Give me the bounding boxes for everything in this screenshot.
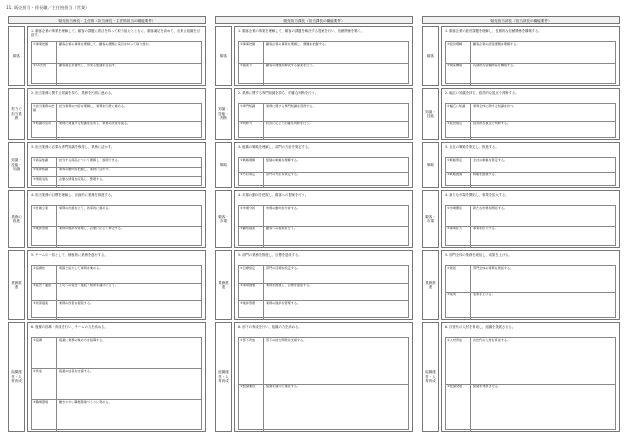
sub-table [238,265,409,318]
sub-table-row [446,104,615,122]
sub-item-text: 顧客企業の事業を理解して、顧客の課題に着目を持って取り組む。 [59,42,152,46]
sub-table-row [239,385,408,432]
sub-item-text: 組織を適切に運営する。 [266,384,301,389]
column-2 [215,16,414,436]
sub-table-row [446,293,615,320]
sub-item-text: 業界の動向を把握し、業務に活かす。 [59,167,112,172]
sub-item-text: 顧客への提案を行う。 [266,226,297,231]
sub-item-key: ①市場開拓 [446,206,471,226]
sub-item-key: ②経営視点 [446,122,471,140]
sub-item-text: 長期的な信頼関係を構築する。 [473,63,517,68]
sub-item-text: 顧客企業の事業を理解し、課題を把握する。 [266,42,328,46]
sub-item-key: ①事業把握 [239,42,264,63]
criteria-block [441,322,620,432]
sub-table-row [446,158,615,173]
sub-table [445,41,616,84]
sub-item-text: 担当する商品について理解し、説明できる。 [59,158,121,162]
sub-table-row [239,158,408,173]
sub-item-key: ②組織運営 [239,385,264,432]
criteria-item: 4. 市場の動向を把握し、顧客への提案を行う。 [238,193,309,197]
criteria-block [441,26,620,86]
sub-item-text: 経営的な視点で判断する。 [473,121,511,126]
sub-table [31,337,202,430]
sub-item-text: 業務の進捗を管理し、必要に応じて修正する。 [59,226,124,231]
sub-item-key: ①人材育成 [446,338,471,384]
criteria-block [234,322,413,432]
sub-table-row [446,42,615,64]
criteria-item: 1. 顧客企業の事業を理解して、顧客の課題を解決する提案を行い、信頼関係を築く。 [238,29,365,33]
sub-item-text: 成果を上げる。 [473,292,495,297]
sub-item-text: 必要な情報を収集し、整理する。 [59,177,106,182]
sub-item-key: ①担当業務の把握 [32,104,57,121]
sub-table [238,41,409,84]
sub-table [238,157,409,186]
sub-table-row [32,400,201,431]
sub-table-row [32,284,201,302]
sub-item-text: 部門全体の業務を統括する。 [473,266,514,270]
sub-item-text: 働きやすい職場環境づくりに努める。 [59,400,112,404]
sub-table [445,103,616,138]
sub-table-row [239,338,408,385]
sub-table-row [239,173,408,188]
sub-item-key: ②判断力 [239,122,264,140]
sub-item-key: ③情報収集 [32,177,57,187]
sub-table-row [32,338,201,369]
sub-table-row [446,173,615,188]
sub-item-text: 業務を推進し、目標を達成する。 [266,283,313,288]
sub-item-text: 全社の戦略を策定する。 [473,158,508,162]
column-1 [8,16,207,436]
sub-table-row [239,266,408,284]
sub-table-row [446,338,615,385]
sub-item-text: 業務に関する専門知識を習得する。 [266,104,316,108]
sub-item-key: ②方針策定 [239,173,264,188]
sub-table-row [446,64,615,86]
sub-item-text: 部下の能力開発を支援する。 [266,338,307,342]
criteria-block [27,26,206,86]
criteria-item: 6. 次世代の人材を育成し、組織を発展させる。 [445,325,516,329]
criteria-item: 1. 顧客企業の事業を理解して、顧客の課題に着目を持って取り組むとともに、顧客満足を高めて、出来る組織を目指す。 [31,29,200,38]
sub-table-row [32,158,201,168]
criteria-item: 3. 組織の戦略を理解し、部門の方針を策定する。 [238,145,312,149]
category-label: 組織運営・人材育成 [422,322,439,432]
column-header: 販売担当部長（担当部長の職能要件） [422,16,620,24]
sub-item-key: ②組織発展 [446,385,471,432]
category-label: 業務推進 [422,250,439,320]
sub-table-row [446,385,615,432]
criteria-block [441,190,620,248]
sub-item-text: 業務の改善を提案する。 [59,301,94,306]
sub-item-text: 上司への報告・連絡・相談を適切に行う。 [59,283,118,288]
sub-table [238,103,409,138]
criteria-item: 3. 全社の戦略を策定し、推進する。 [445,145,499,149]
sub-item-text: 後輩の成長を支援する。 [59,369,94,373]
sub-table-row [32,206,201,227]
sub-item-text: 新たな市場を開拓する。 [473,206,508,210]
category-label: 顧客・市場 [215,190,232,248]
sub-table [445,337,616,430]
category-label: 顧客 [422,26,439,86]
sub-table-row [446,122,615,140]
sub-table [31,205,202,246]
criteria-block [27,190,206,248]
category-label: 知識・技能 [422,88,439,140]
criteria-item: 4. 新たな市場を開拓し、事業を拡大する。 [445,193,509,197]
criteria-block [234,26,413,86]
sub-item-key: ②報告・連絡 [32,284,57,301]
sub-table-row [32,227,201,248]
criteria-block [234,250,413,320]
sub-table-row [446,206,615,227]
sub-table-row [32,177,201,187]
sub-table-row [239,206,408,227]
sub-item-key: ②業務推進 [239,284,264,301]
criteria-item: 4. 担当業務の目標を理解し、計画的に業務を推進する。 [31,193,115,197]
sub-table-row [239,284,408,302]
sub-item-key: ①統括 [446,266,471,292]
category-label: 知識・技能・知識 [8,142,25,188]
sub-item-key: ②進捗管理 [32,227,57,248]
sub-item-key: ①指導 [32,338,57,368]
sub-table [31,157,202,186]
sub-item-key: ①部下育成 [239,338,264,384]
sub-table [445,265,616,318]
column-header: 販売担当課長（担当課長の職能要件） [215,16,413,24]
sub-table-row [32,266,201,284]
sub-item-text: 戦略を推進する。 [473,172,498,177]
sub-item-text: 事業を拡大する。 [473,226,498,231]
category-label: 組織運営・人材育成 [8,322,25,432]
sub-item-key: ①協調性 [32,266,57,283]
sub-item-key: ②知識の活用 [32,122,57,140]
criteria-item: 2. 業務に関する専門知識を持ち、的確な判断を行う。 [238,91,319,95]
sub-item-key: ①戦略理解 [239,158,264,172]
category-label: 顧客 [8,26,25,86]
criteria-block [234,142,413,188]
sub-item-key: ③職場環境 [32,400,57,431]
sub-item-text: 次世代の人材を育成する。 [473,338,511,342]
sub-item-key: ②提案力 [239,64,264,86]
sub-item-text: 組織の戦略を理解する。 [266,158,301,162]
sub-item-text: 組織を発展させる。 [473,384,501,389]
category-label: 業務推進 [215,250,232,320]
criteria-block [27,88,206,140]
sub-table-row [446,227,615,248]
category-label: 努力で担当業務 [8,88,25,140]
sub-item-text: 状況に応じて的確な判断を行う。 [266,121,313,126]
criteria-item: 5. 部門全体の業務を統括し、成果を上げる。 [445,253,512,257]
criteria-block [27,142,206,188]
column-3 [422,16,621,436]
criteria-block [441,88,620,140]
sub-table [238,205,409,246]
sub-item-text: 市場の動向を分析する。 [266,206,301,210]
sub-item-key: ①経営理解 [446,42,471,63]
sub-table-row [32,369,201,400]
sub-item-key: ①市場分析 [239,206,264,226]
sub-table-row [32,168,201,178]
criteria-item: 5. 部門の業務を推進し、目標を達成する。 [238,253,302,257]
sub-table [31,103,202,138]
sub-table-row [32,64,201,86]
category-label: 戦略 [422,142,439,188]
category-label: 組織運営・人材育成 [215,322,232,432]
category-label: 顧客 [215,26,232,86]
sub-item-text: 部門の方針を策定する。 [266,172,301,177]
sub-table-row [239,122,408,140]
sub-item-key: ①計画立案 [32,206,57,226]
category-label: 知識・技能・判断 [215,88,232,140]
criteria-item: 2. 担当業務に関する知識を持ち、業務を円滑に進める。 [31,91,115,95]
sub-item-text: 担当業務の内容を理解し、業務を円滑に進める。 [59,104,128,108]
sub-table-row [239,104,408,122]
sub-table [445,205,616,246]
sub-item-key: ②育成 [32,369,57,399]
sub-table-row [239,64,408,86]
criteria-block [27,250,206,320]
sub-item-key: ②事業拡大 [446,227,471,248]
sub-table-row [239,301,408,319]
category-label: 業務推進 [8,250,25,320]
sub-table [445,157,616,186]
sub-item-key: ②業界知識 [32,168,57,177]
sub-item-key: ①事業把握 [32,42,57,63]
criteria-block [234,190,413,248]
criteria-item: 1. 顧客企業の経営課題を理解し、長期的な信頼関係を構築する。 [445,29,542,33]
sub-table-row [446,266,615,293]
sub-item-key: ①戦略策定 [446,158,471,172]
sub-table-row [32,301,201,319]
sub-item-text: 後輩に業務の進め方を指導する。 [59,338,106,342]
category-label: 顧客・市場 [422,190,439,248]
sub-item-key: ②CS志向 [32,64,57,86]
criteria-block [441,250,620,320]
sub-item-key: ①商品知識 [32,158,57,167]
sub-item-key: ③進捗管理 [239,301,264,319]
document-title: 11. 販売担当・係長職／主任格担当（営業） [6,5,90,10]
criteria-item: 3. 担当業務に必要な専門知識を修得し、業務に活かす。 [31,145,115,149]
sub-item-text: 顧客企業の経営課題を理解する。 [473,42,520,46]
sub-item-text: 業務の進捗を管理する。 [266,301,301,306]
category-label: 戦略 [215,142,232,188]
sub-item-key: ①目標設定 [239,266,264,283]
sub-table [31,41,202,84]
sub-item-text: 周囲と協力して業務を進める。 [59,266,103,270]
criteria-block [234,88,413,140]
sub-item-key: ②戦略推進 [446,173,471,188]
sub-item-text: 業務の計画を立て、効率的に進める。 [59,206,112,210]
sub-item-text: 業務に関連する知識を活用し、業務の改善を図る。 [59,121,131,126]
sub-item-key: ②関係構築 [446,64,471,86]
sub-item-key: ③改善提案 [32,301,57,319]
sub-table-row [32,42,201,64]
sub-table [31,265,202,318]
criteria-item: 6. 後輩の指導・育成を行い、チームの力を高める。 [31,325,108,329]
category-label: 業務の推進 [8,190,25,248]
sub-item-key: ②成果 [446,293,471,320]
sub-item-text: 業界全体に関する知識を持つ。 [473,104,517,108]
sub-table-row [32,122,201,140]
sub-table-row [239,42,408,64]
sub-item-text: 顧客の課題を解決する提案を行う。 [266,63,316,68]
criteria-block [27,322,206,432]
sub-item-key: ①専門知識 [239,104,264,121]
sub-table-row [32,104,201,122]
sub-table [238,337,409,430]
sub-item-key: ②顧客提案 [239,227,264,248]
sub-item-text: 顧客満足を優先し、出来る組織を目指す。 [59,63,118,68]
criteria-item: 5. チームの一員として、積極的に業務を遂行する。 [31,253,108,257]
criteria-item: 6. 部下の育成を行い、組織の力を高める。 [238,325,302,329]
column-header: 販売担当係長・主任格（担当係長・主任格担当の職能要件） [8,16,206,24]
sub-item-key: ①幅広い知識 [446,104,471,121]
criteria-item: 2. 幅広い知識を持ち、経営的な視点で判断する。 [445,91,519,95]
sub-item-text: 部門の目標を設定する。 [266,266,301,270]
sub-table-row [239,227,408,248]
criteria-block [441,142,620,188]
